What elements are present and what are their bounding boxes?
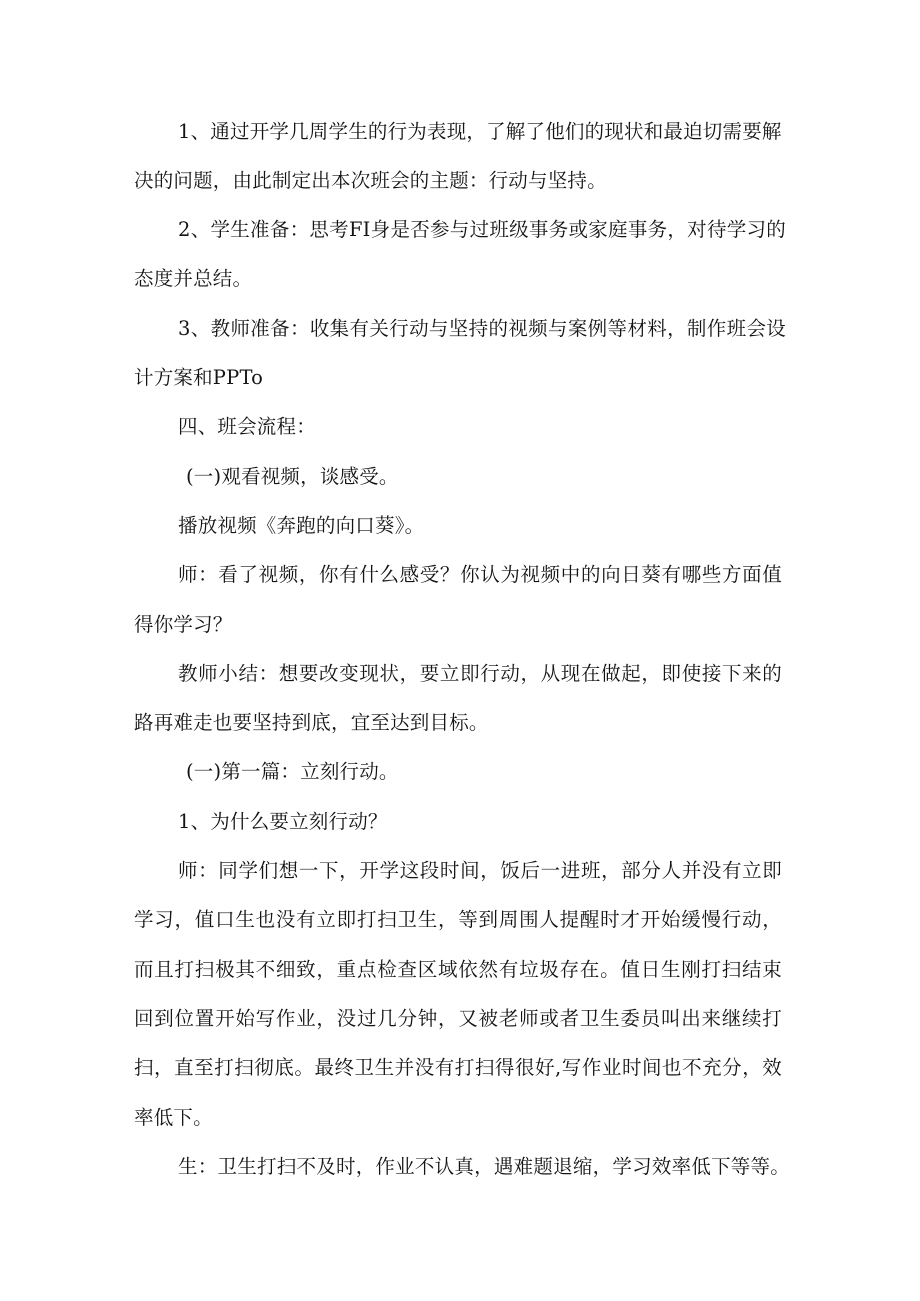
paragraph-line: 而且打扫极其不细致，重点检查区域依然有垃圾存在。值日生刚打扫结束: [134, 958, 782, 981]
subsection-heading: (一)第一篇：立刻行动。: [186, 760, 399, 783]
paragraph-line: 3、教师准备：收集有关行动与坚持的视频与案例等材料，制作班会设: [178, 317, 786, 340]
paragraph-line: 教师小结：想要改变现状，要立即行动，从现在做起，即使接下来的: [178, 662, 782, 685]
paragraph-line: 1、通过开学几周学生的行为表现，了解了他们的现状和最迫切需要解: [178, 120, 782, 143]
paragraph-line: 计方案和PPTo: [134, 366, 264, 389]
paragraph-line: 师：同学们想一下，开学这段时间，饭后一进班，部分人并没有立即: [178, 859, 782, 882]
paragraph-line: 扫，直至打扫彻底。最终卫生并没有打扫得很好,写作业时间也不充分，效: [134, 1056, 782, 1079]
paragraph-line: 回到位置开始写作业，没过几分钟，又被老师或者卫生委员叫出来继续打: [134, 1007, 782, 1030]
paragraph-line: 态度并总结。: [134, 267, 253, 290]
section-heading: 四、班会流程：: [178, 415, 316, 438]
paragraph-line: 决的问题，由此制定出本次班会的主题：行动与坚持。: [134, 169, 607, 192]
paragraph-line: 2、学生准备：思考FI身是否参与过班级事务或家庭事务，对待学习的: [178, 218, 786, 241]
subsection-heading: 1、为什么要立刻行动？: [178, 810, 388, 833]
paragraph-line: 师：看了视频，你有什么感受？你认为视频中的向日葵有哪些方面值: [178, 563, 782, 586]
paragraph-line: 播放视频《奔跑的向口葵》。: [178, 514, 425, 537]
paragraph-line: 生：卫生打扫不及时，作业不认真，遇难题退缩，学习效率低下等等。: [178, 1155, 790, 1178]
paragraph-line: 率低下。: [134, 1106, 213, 1129]
subsection-heading: (一)观看视频，谈感受。: [186, 465, 399, 488]
paragraph-line: 得你学习？: [134, 613, 233, 636]
paragraph-line: 学习，值口生也没有立即打扫卫生，等到周围人提醒时才开始缓慢行动，: [134, 908, 782, 931]
paragraph-line: 路再难走也要坚持到底，宜至达到目标。: [134, 711, 489, 734]
